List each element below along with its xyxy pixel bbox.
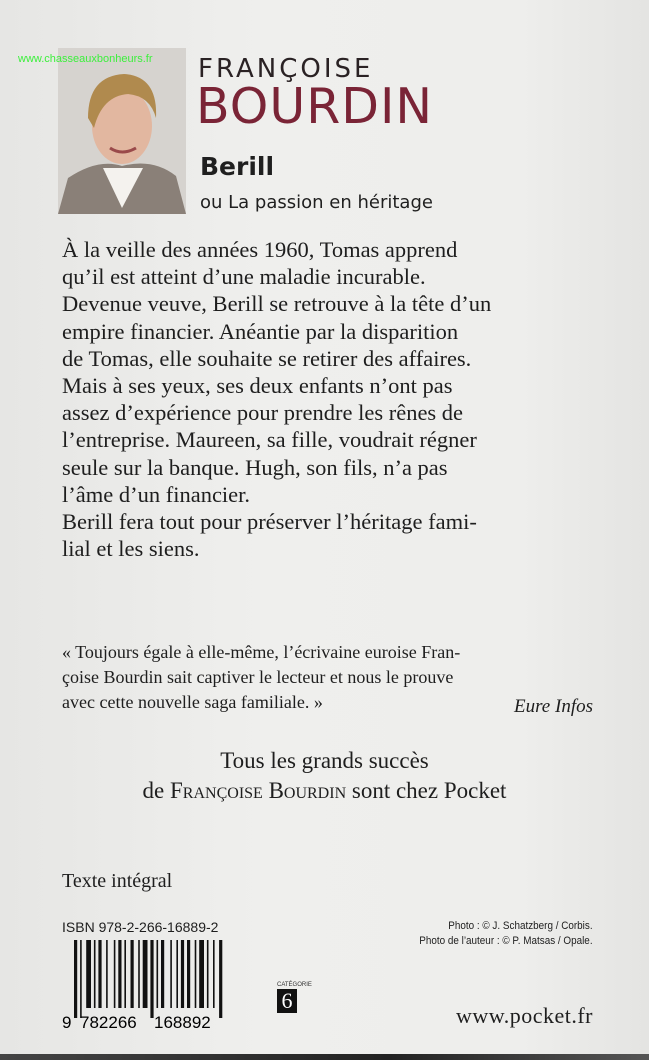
watermark: www.chasseauxbonheurs.fr [18,53,153,65]
blurb-line: lial et les siens. [62,536,200,562]
blurb-line: empire financier. Anéantie par la disparition [62,318,459,344]
author-photo [58,48,186,214]
category-label: CATÉGORIE [277,982,312,988]
quote-line: « Toujours égale à elle-même, l’écrivaine euroise Fran- [62,642,461,662]
promo [0,746,649,806]
promo-line-2 [0,776,649,806]
quote-line: avec cette nouvelle saga familiale. » [62,692,323,712]
promo-text: de [142,778,171,803]
credit-line: Photo : © J. Schatzberg / Corbis. [448,920,593,932]
barcode-digits: 782266 [80,1013,137,1032]
book-title: Berill [200,152,275,181]
blurb-line: Mais à ses yeux, ses deux enfants n’ont pas [62,373,453,399]
cover-edge [0,1054,649,1060]
isbn: ISBN 978-2-266-16889-2 [62,919,219,935]
publisher-url: www.pocket.fr [455,1003,593,1028]
promo-line-1: Tous les grands succès [220,748,429,773]
blurb [62,236,602,562]
blurb-line: l’âme d’un financier. [62,481,251,507]
blurb-line: À la veille des années 1960, Tomas apprend [62,237,458,262]
quote-line: çoise Bourdin sait captiver le lecteur et nous le prouve [62,667,454,687]
category-badge [277,982,312,1013]
quote-source: Eure Infos [514,696,593,717]
blurb-line: l’entreprise. Maureen, sa fille, voudrait régner [62,427,477,453]
category-number: 6 [277,989,297,1013]
blurb-line: Devenue veuve, Berill se retrouve à la tête d’un [62,291,492,317]
author-last-name: BOURDIN [196,78,434,135]
blurb-line: seule sur la banque. Hugh, son fils, n’a pas [62,454,448,480]
book-subtitle: ou La passion en héritage [200,192,433,213]
barcode-digits: 168892 [154,1013,211,1032]
barcode [62,940,234,1032]
texte-integral: Texte intégral [62,870,173,892]
blurb-line: qu’il est atteint d’une maladie incurable. [62,264,426,290]
blurb-line: assez d’expérience pour prendre les rênes de [62,400,464,426]
promo-text: sont chez Pocket [346,778,507,803]
photo-credits [420,919,593,949]
blurb-line: Berill fera tout pour préserver l’héritage fami- [62,509,477,535]
promo-author: Françoise Bourdin [170,778,347,803]
barcode-digits: 9 [62,1013,72,1032]
credit-line: Photo de l’auteur : © P. Matsas / Opale. [419,935,593,947]
author-first-name: FRANÇOISE [198,54,374,84]
blurb-line: de Tomas, elle souhaite se retirer des affaires. [62,345,472,371]
